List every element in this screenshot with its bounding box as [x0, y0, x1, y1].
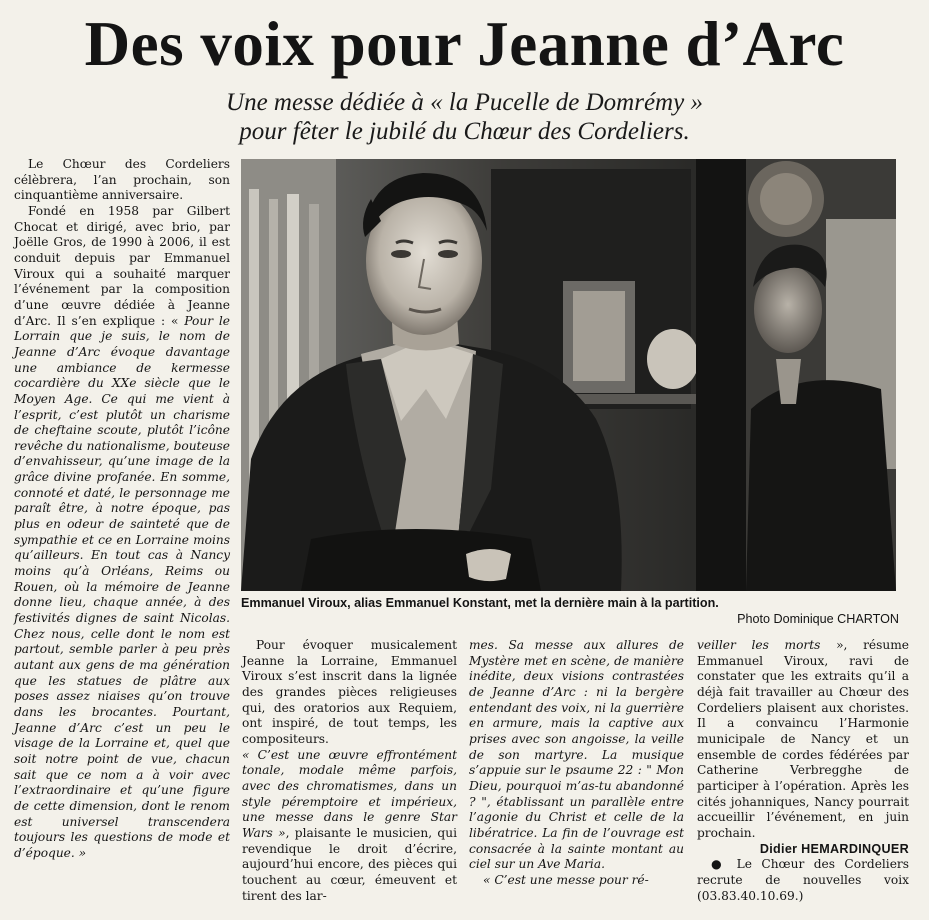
article-column-2: [242, 638, 457, 904]
subheadline-line-1: Une messe dédiée à « la Pucelle de Domrémy »: [226, 89, 703, 116]
paragraph: [14, 204, 230, 862]
article-column-3: [469, 638, 684, 889]
recruitment-note: ● Le Chœur des Cordeliers recrute de nouvelles voix (03.83.40.10.69.): [697, 857, 909, 903]
paragraph: [697, 638, 909, 842]
author-byline: Didier HEMARDINQUER: [759, 841, 909, 856]
quote-paragraph: mes. Sa messe aux allures de Mystère met en scène, de manière inédite, deux visions contrastées de Jeanne d’Arc : ni la bergère entendant des voix, ni la guerrière en armure, mais la captive aux prises avec son angoisse, la veille de son martyre. La musique s’appuie sur le psaume 22 : " Mon Dieu, pourquoi m’as-tu abandonné ? ", établissant un parallèle entre l’agonie du Christ et celle de la libératrice. La fin de l’ouvrage est consacrée à la sainte montant au ciel sur un Ave Maria.: [469, 638, 684, 872]
paragraph: [242, 748, 457, 905]
quote-text: Pour le Lorrain que je suis, le nom de Jeanne d’Arc évoque davantage une ambiance de kermesse cocardière du XXe siècle que le Moyen Age. Ce qui me vient à l’esprit, c’est plutôt un charisme de cheftaine scoute, plutôt l’icône revêche du nationalisme, bouteuse d’envahisseur, qu’une image de la grâce divine profanée. En somme, connoté et daté, le personnage me paraît être, à notre époque, pas plus en odeur de sainteté que de sympathie et ce en Lorraine moins qu’ailleurs. En tout cas à Nancy moins qu’à Orléans, Reims ou Rouen, où la mémoire de Jeanne donne lieu, chaque année, à des festivités dignes de saint Nicolas. Chez nous, celle dont le nom est partout, semble parler à peu près autant aux gens de ma génération que les statues de plâtre aux poses assez niaises qu’on trouve dans les brocantes. Pourtant, Jeanne d’Arc c’est un peu le visage de la Lorraine et, quel que soit notre point de vue, chacun sait que ce nom a à voir avec l’extraordinaire et qu’une figure de cette dimension, dont le renom est universel transcendera toujours les questions de mode et d’époque. »: [14, 313, 231, 860]
photo-caption: Emmanuel Viroux, alias Emmanuel Konstant, met la dernière main à la partition.: [241, 596, 719, 610]
subheadline: [0, 88, 929, 146]
article-column-4: [697, 638, 909, 904]
paragraph-text: », résume Emmanuel Viroux, ravi de constater que les extraits qu’il a déjà fait travailler au Chœur des Cordeliers plaisent aux choristes. Il a convaincu l’Harmonie municipale de Nancy et un ensemble de cordes fédérées par Catherine Verbregghe de participer à l’opération. Après les cités johanniques, Nancy pourrait accueillir l’événement, en juin prochain.: [697, 638, 909, 840]
photo-credit: Photo Dominique CHARTON: [737, 612, 899, 626]
quote-text: veiller les morts: [697, 638, 821, 652]
article-column-1: [14, 157, 230, 862]
paragraph-text: , plaisante le musicien, qui revendique le droit d’écrire, aujourd’hui encore, des pièces qui touchent au cœur, émeuvent et tirent des lar-: [242, 825, 457, 903]
portrait-photo: [241, 159, 896, 591]
portrait-photo-image: [241, 159, 896, 591]
subheadline-line-2: pour fêter le jubilé du Chœur des Cordeliers.: [239, 118, 690, 145]
paragraph-text: Fondé en 1958 par Gilbert Chocat et dirigé, avec brio, par Joëlle Gros, de 1990 à 2006, il est conduit depuis par Emmanuel Viroux qui a souhaité marquer l’événement par la composition d’une œuvre dédiée à Jeanne d’Arc. Il s’en explique : «: [14, 203, 230, 328]
headline: Des voix pour Jeanne d’Arc: [84, 9, 845, 79]
quote-paragraph: « C’est une messe pour ré-: [483, 872, 649, 887]
quote-text: « C’est une œuvre effrontément tonale, modale même parfois, avec des chromatismes, dans un style péremptoire et impérieux, une messe dans le genre Star Wars »: [242, 747, 457, 840]
paragraph: Pour évoquer musicalement Jeanne la Lorraine, Emmanuel Viroux s’est inscrit dans la lignée des grandes pièces religieuses qui, des oratorios aux Requiem, ont inspiré, de tout temps, les compositeurs.: [242, 638, 457, 746]
paragraph: Le Chœur des Cordeliers célèbrera, l’an prochain, son cinquantième anniversaire.: [14, 157, 230, 203]
